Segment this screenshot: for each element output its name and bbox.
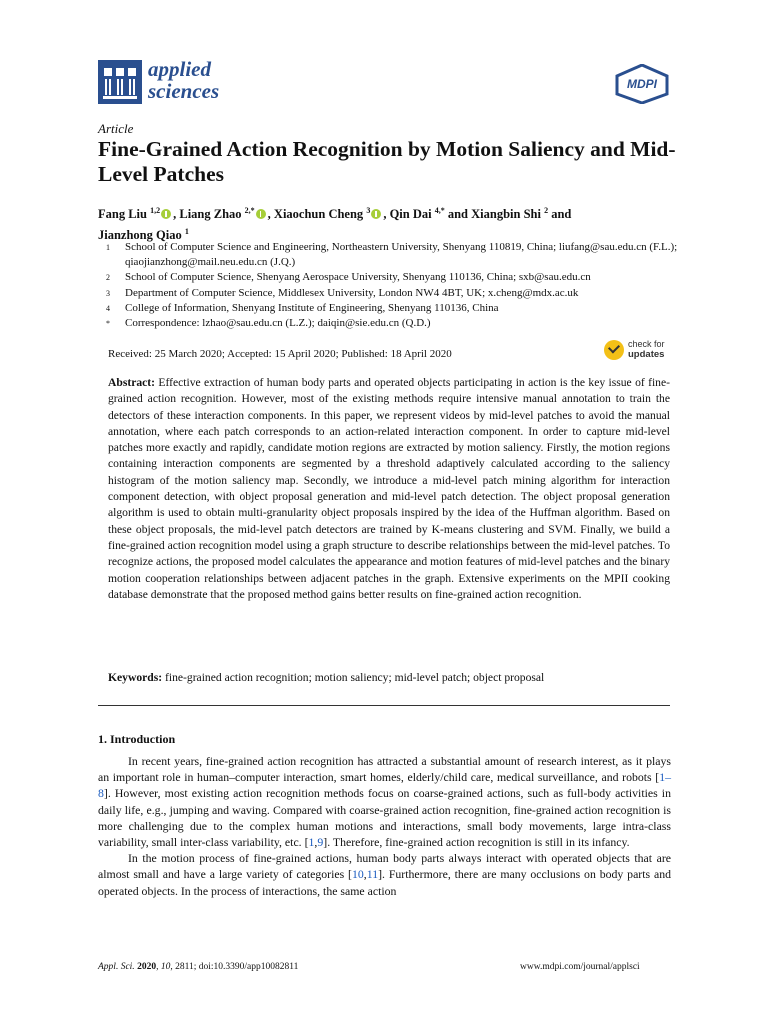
orcid-icon[interactable] [371,209,381,219]
check-updates-label-bold: updates [628,349,665,360]
journal-logo[interactable] [98,57,258,106]
affiliation-number: 4 [106,303,110,313]
mdpi-logo[interactable] [614,64,670,104]
volume: 10 [160,962,171,972]
publication-dates: Received: 25 March 2020; Accepted: 15 April 2020; Published: 18 April 2020 [108,348,452,360]
paragraph [98,753,671,850]
author [179,207,267,221]
doi: , 2811; doi:10.3390/app10082811 [170,962,299,972]
author-affiliation-mark: 1,2 [150,206,161,215]
author-affiliation-mark: 2,* [244,206,255,215]
citation-link[interactable]: 10 [352,867,364,882]
orcid-icon[interactable] [256,209,266,219]
keywords-text: fine-grained action recognition; motion saliency; mid-level patch; object proposal [165,671,545,684]
affiliation-item [98,301,688,316]
journal-abbrev: Appl. Sci. [98,962,135,972]
introduction-body [98,753,671,899]
affiliation-text: School of Computer Science, Shenyang Aerospace University, Shenyang 110136, China; sxb@sau.edu.cn [125,271,591,284]
abstract-label: Abstract: [108,376,156,389]
year: 2020 [137,962,157,972]
affiliation-number: 3 [106,288,110,298]
citation-link[interactable]: 9 [317,835,324,850]
journal-name-line2: sciences [148,79,220,103]
author-list [98,202,688,244]
mdpi-logo-text: MDPI [627,77,657,91]
check-updates-icon [604,340,624,360]
affiliation-item [98,240,688,270]
affiliation-item [98,316,688,331]
article-type: Article [98,121,134,136]
journal-name-line1: applied [148,57,211,81]
author-name: Xiaochun Cheng [273,207,367,222]
citation-link[interactable]: 1–8 [98,770,671,801]
author-affiliation-mark: 4,* [434,206,445,215]
author-separator: and [444,207,472,222]
orcid-icon[interactable] [161,209,171,219]
affiliation-number: 2 [106,273,110,283]
author-affiliation-mark: 1 [184,227,189,237]
paragraph [98,850,671,899]
author-name: Fang Liu [98,207,151,222]
keywords [108,670,670,686]
paper-title: Fine-Grained Action Recognition by Motion Saliency and Mid-Level Patches [98,137,676,186]
author-affiliation-mark: 3 [366,206,371,215]
abstract [108,375,670,603]
affiliation-number: 1 [106,243,110,252]
text-run: In the motion process of fine-grained actions, human body parts always interact with operated objects that are almost small and have a large variety of categories [ [98,851,671,882]
footer-citation: Appl. Sci. 2020, 10, 2811; doi:10.3390/app10082811 [98,962,299,972]
text-run: In recent years, fine-grained action recognition has attracted a substantial amount of research interest, as it plays an important role in human–computer interaction, smart homes, elderly/child care, medical surveillance, and robots [ [98,754,671,785]
check-updates-label: check for [628,339,665,349]
citation-link[interactable]: 1 [308,835,315,850]
author-separator: , [383,207,390,222]
journal-website-link[interactable]: www.mdpi.com/journal/applsci [520,962,640,972]
author-affiliation-mark: 2 [544,206,549,215]
author-name: Jianzhong Qiao [98,228,185,243]
text-run: ]. Therefore, fine-grained action recognition is still in its infancy. [323,835,630,850]
keywords-label: Keywords: [108,671,163,684]
author [471,207,548,221]
citation-link[interactable]: 11 [366,867,379,882]
section-heading: 1. Introduction [98,732,176,746]
author-name: Qin Dai [389,207,435,222]
affiliation-number: * [106,319,110,329]
author [98,207,173,221]
check-for-updates-button[interactable] [604,338,674,362]
affiliation-text: College of Information, Shenyang Institute of Engineering, Shenyang 110136, China [125,301,499,314]
text-run: , [363,867,367,882]
abstract-text: Effective extraction of human body parts and operated objects participating in action is the key issue of fine-grained action recognition. However, most of the existing methods require intensive manual annotation to train the detectors of these interaction components. In this paper, we represent videos by mid-level patches to avoid the manual annotation, where each patch corresponds to an action-related interaction component. In order to capture mid-level patches more exactly and rapidly, candidate motion regions are extracted by motion saliency. Firstly, the motion regions containing interaction components are segmented by a threshold adaptively calculated according to the saliency histogram of the motion saliency map. Secondly, we introduce a mid-level patch mining algorithm for interaction component detection, with object proposal generation and mid-level patch detection. The object proposal generation algorithm is used to obtain multi-granularity object proposals inspired by the idea of the Huffman algorithm. Based on these object proposals, the mid-level patch detectors are trained by K-means clustering and SVM. Finally, we build a fine-grained action recognition model using a graph structure to describe relationships between the mid-level patches. To recognize actions, the proposed model calculates the appearance and motion features of mid-level patches and the binary motion cooperation relationships between adjacent patches in the graph. Extensive experiments on the MPII cooking database demonstrate that the proposed method gains better results on fine-grained action recognition. [108,376,670,601]
section-divider [98,705,670,706]
text-run: , [314,835,318,850]
author-separator: , [267,207,274,222]
affiliation-item [98,286,688,301]
author [390,207,445,221]
affiliation-text: Correspondence: lzhao@sau.edu.cn (L.Z.); daiqin@sie.edu.cn (Q.D.) [125,317,431,330]
author-name: Liang Zhao [179,207,245,222]
author [274,207,383,221]
affiliation-text: School of Computer Science and Engineering, Northeastern University, Shenyang 110819, China; liufang@sau.edu.cn (F.L.); qiaojianzhong@mail.neu.edu.cn (J.Q.) [125,241,678,269]
affiliation-item [98,270,688,285]
author-separator: and [548,207,572,222]
journal-name [148,58,219,102]
text-run: ]. Furthermore, there are many occlusions on body parts and operated objects. In the process of interactions, the same action [98,867,671,898]
journal-logo-icon [98,60,142,104]
author-separator: , [173,207,180,222]
text-run: ]. However, most existing action recognition methods focus on coarse-grained actions, such as full-body activities in daily life, e.g., jumping and waving. Compared with coarse-grained action recognition, fine-grained action recognition is more challenging due to the complex human motions and interactions, small body movements, large intra-class variability, small inter-class variability, etc. [ [98,786,671,850]
affiliations [98,240,688,331]
affiliation-text: Department of Computer Science, Middlesex University, London NW4 4BT, UK; x.cheng@mdx.ac.uk [125,286,579,299]
author-name: Xiangbin Shi [471,207,545,222]
